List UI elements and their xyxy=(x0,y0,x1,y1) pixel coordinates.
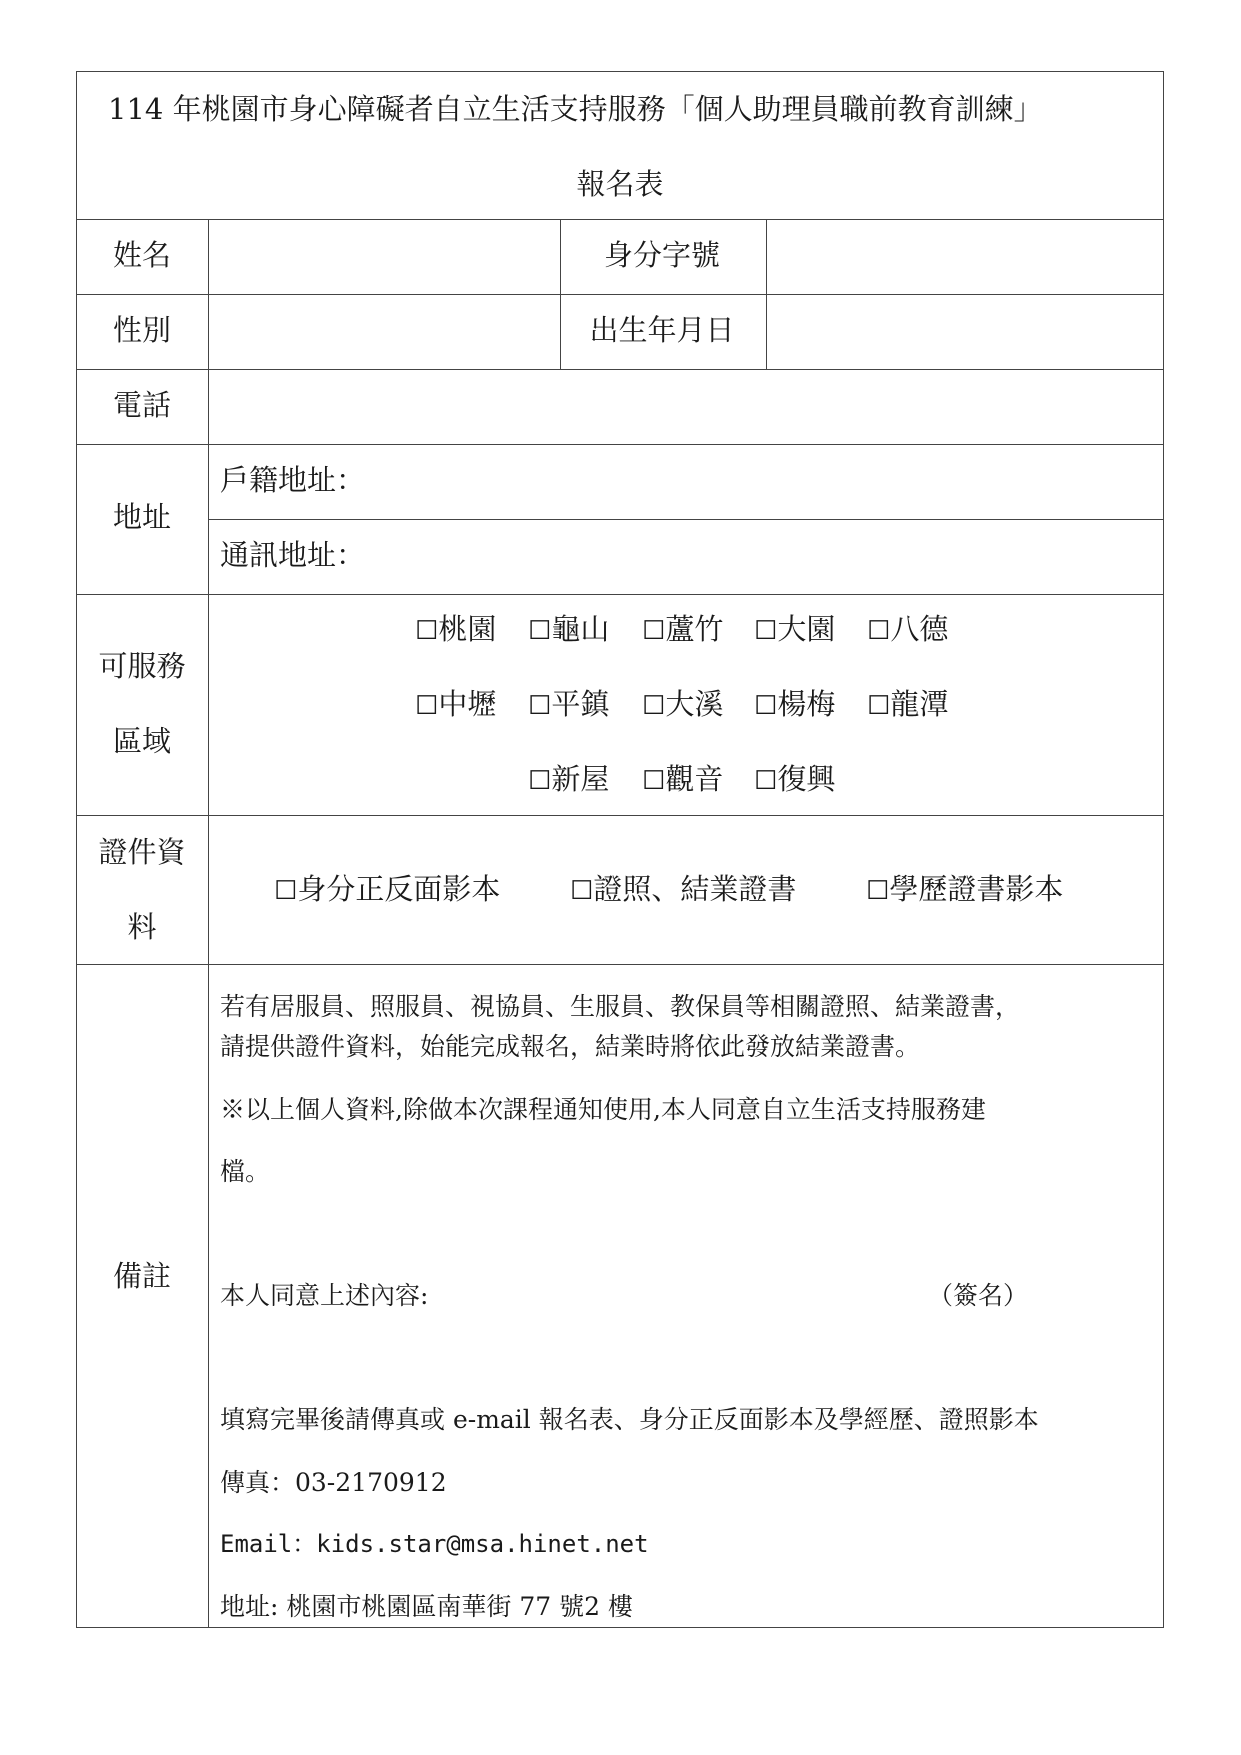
checkbox-icon[interactable]: ☐ xyxy=(528,691,552,721)
checkbox-icon[interactable]: ☐ xyxy=(642,766,666,796)
id-number-field[interactable] xyxy=(768,222,1162,294)
service-area-option-bade[interactable]: ☐八德 xyxy=(867,612,949,646)
id-number-label: 身分字號 xyxy=(603,238,721,272)
checkbox-icon[interactable]: ☐ xyxy=(866,876,890,906)
birthdate-field[interactable] xyxy=(768,297,1162,369)
documents-label-line2: 料 xyxy=(127,910,157,944)
name-label: 姓名 xyxy=(112,238,172,272)
service-area-option-daxi[interactable]: ☐大溪 xyxy=(642,687,724,721)
column-divider xyxy=(560,219,561,369)
email-address: Email：kids.star@msa.hinet.net xyxy=(220,1530,649,1558)
service-area-option-yangmei[interactable]: ☐楊梅 xyxy=(754,687,836,721)
signature-field[interactable] xyxy=(470,1275,920,1315)
checkbox-icon[interactable]: ☐ xyxy=(754,691,778,721)
document-option-id-copy[interactable]: ☐身分正反面影本 xyxy=(274,872,501,906)
gender-label: 性別 xyxy=(112,313,172,347)
remarks-para1-line2: 請提供證件資料，始能完成報名，結業時將依此發放結業證書。 xyxy=(220,1032,921,1061)
row-divider xyxy=(77,594,1163,595)
service-area-option-taoyuan[interactable]: ☐桃園 xyxy=(415,612,497,646)
fax-number: 傳真：03-2170912 xyxy=(220,1468,447,1497)
name-field[interactable] xyxy=(210,222,560,294)
remarks-para2-line2: 檔。 xyxy=(220,1157,271,1186)
address-label: 地址 xyxy=(112,500,172,534)
remarks-para2-line1: ※以上個人資料,除做本次課程通知使用,本人同意自立生活支持服務建 xyxy=(220,1095,986,1124)
checkbox-icon[interactable]: ☐ xyxy=(754,616,778,646)
row-divider xyxy=(77,369,1163,370)
gender-field[interactable] xyxy=(210,297,560,369)
household-address-label: 戶籍地址： xyxy=(220,463,366,497)
checkbox-icon[interactable]: ☐ xyxy=(642,691,666,721)
mailing-address-label: 通訊地址： xyxy=(220,538,366,572)
checkbox-icon[interactable]: ☐ xyxy=(415,616,439,646)
phone-field[interactable] xyxy=(210,372,1162,444)
remarks-label: 備註 xyxy=(112,1259,172,1293)
phone-label: 電話 xyxy=(112,388,172,422)
checkbox-icon[interactable]: ☐ xyxy=(867,691,891,721)
office-address: 地址: 桃園市桃園區南華街 77 號2 樓 xyxy=(220,1592,633,1621)
row-divider xyxy=(77,219,1163,220)
mailing-address-field[interactable] xyxy=(370,522,1160,594)
row-divider xyxy=(77,294,1163,295)
checkbox-icon[interactable]: ☐ xyxy=(867,616,891,646)
remarks-para1-line1: 若有居服員、照服員、視協員、生服員、教保員等相關證照、結業證書， xyxy=(220,992,1021,1021)
household-address-field[interactable] xyxy=(370,447,1160,519)
checkbox-icon[interactable]: ☐ xyxy=(274,876,298,906)
checkbox-icon[interactable]: ☐ xyxy=(642,616,666,646)
service-area-option-xinwu[interactable]: ☐新屋 xyxy=(528,762,610,796)
checkbox-icon[interactable]: ☐ xyxy=(415,691,439,721)
service-area-option-dayuan[interactable]: ☐大園 xyxy=(754,612,836,646)
birthdate-label: 出生年月日 xyxy=(589,313,735,347)
checkbox-icon[interactable]: ☐ xyxy=(570,876,594,906)
service-area-option-fuxing[interactable]: ☐復興 xyxy=(754,762,836,796)
service-area-label-line2: 區域 xyxy=(112,724,172,758)
column-divider xyxy=(766,219,767,369)
row-divider xyxy=(77,444,1163,445)
document-option-education-copy[interactable]: ☐學歷證書影本 xyxy=(866,872,1064,906)
form-title: 114 年桃園市身心障礙者自立生活支持服務「個人助理員職前教育訓練」 xyxy=(108,92,1043,126)
checkbox-icon[interactable]: ☐ xyxy=(754,766,778,796)
service-area-option-luzhu[interactable]: ☐蘆竹 xyxy=(642,612,724,646)
row-divider xyxy=(77,815,1163,816)
checkbox-icon[interactable]: ☐ xyxy=(528,766,552,796)
service-area-option-zhongli[interactable]: ☐中壢 xyxy=(415,687,497,721)
service-area-option-guanyin[interactable]: ☐觀音 xyxy=(642,762,724,796)
service-area-option-guishan[interactable]: ☐龜山 xyxy=(528,612,610,646)
instruction-text: 填寫完畢後請傳真或 e-mail 報名表、身分正反面影本及學經歷、證照影本 xyxy=(220,1405,1039,1434)
document-option-certificate[interactable]: ☐證照、結業證書 xyxy=(570,872,797,906)
row-divider xyxy=(77,964,1163,965)
consent-text: 本人同意上述內容: xyxy=(220,1281,429,1310)
service-area-option-pingzhen[interactable]: ☐平鎮 xyxy=(528,687,610,721)
column-divider xyxy=(208,219,209,1627)
documents-label-line1: 證件資 xyxy=(98,835,186,869)
service-area-option-longtan[interactable]: ☐龍潭 xyxy=(867,687,949,721)
service-area-label-line1: 可服務 xyxy=(98,649,186,683)
signature-label: （簽名） xyxy=(928,1281,1029,1310)
checkbox-icon[interactable]: ☐ xyxy=(528,616,552,646)
row-divider xyxy=(208,519,1163,520)
form-subtitle: 報名表 xyxy=(576,167,664,201)
